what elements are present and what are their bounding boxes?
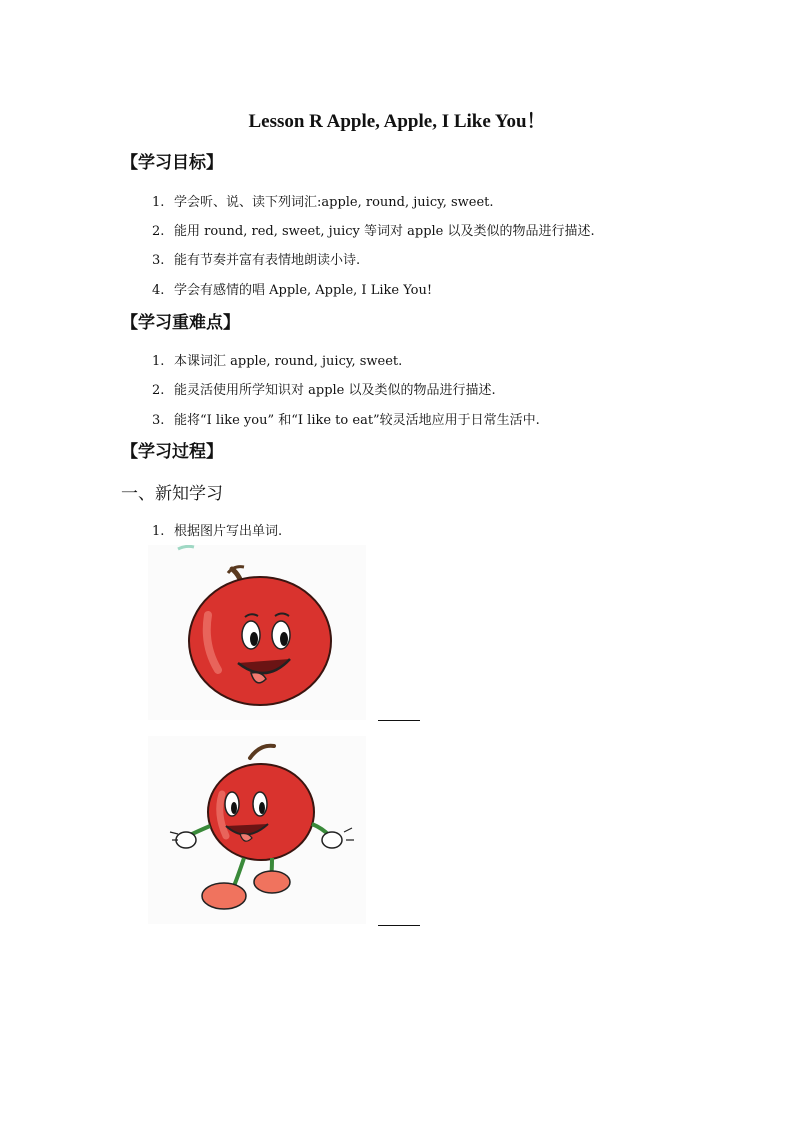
key-point-item-number: 2. bbox=[152, 383, 165, 398]
lesson-title: Lesson R Apple, Apple, I Like You！ bbox=[248, 111, 546, 132]
key-point-item-text: 能将“I like you” 和“I like to eat”较灵活地应用于日常生活中. bbox=[174, 413, 540, 428]
key-point-item-2 bbox=[152, 379, 496, 398]
key-point-item-number: 1. bbox=[152, 354, 165, 369]
goal-item-number: 2. bbox=[152, 224, 165, 239]
goal-item-3 bbox=[152, 249, 360, 268]
answer-blank-1[interactable] bbox=[378, 720, 420, 721]
goal-item-text: 能用 round, red, sweet, juicy 等词对 apple 以及类似的物品进行描述. bbox=[174, 224, 595, 239]
goal-item-text: 能有节奏并富有表情地朗读小诗. bbox=[174, 253, 361, 268]
goals-heading: 【学习目标】 bbox=[121, 153, 223, 173]
key-point-item-1 bbox=[152, 350, 402, 369]
key-points-heading: 【学习重难点】 bbox=[121, 313, 240, 333]
key-point-item-number: 3. bbox=[152, 413, 165, 428]
goal-item-number: 1. bbox=[152, 195, 165, 210]
goal-item-2 bbox=[152, 220, 595, 239]
goal-item-4 bbox=[152, 279, 432, 298]
goal-item-text: 学会听、说、读下列词汇:apple, round, juicy, sweet. bbox=[174, 195, 494, 210]
exercise-item-1 bbox=[152, 520, 282, 539]
apple-character-picture bbox=[148, 736, 366, 924]
answer-blank-2[interactable] bbox=[378, 925, 420, 926]
goal-item-1 bbox=[152, 191, 494, 210]
key-point-item-text: 能灵活使用所学知识对 apple 以及类似的物品进行描述. bbox=[174, 383, 496, 398]
process-heading: 【学习过程】 bbox=[121, 442, 223, 462]
goal-item-number: 3. bbox=[152, 253, 165, 268]
goal-item-text: 学会有感情的唱 Apple, Apple, I Like You! bbox=[174, 283, 433, 298]
key-point-item-3 bbox=[152, 409, 540, 428]
goal-item-number: 4. bbox=[152, 283, 165, 298]
exercise-item-number: 1. bbox=[152, 524, 165, 539]
exercise-item-text: 根据图片写出单词. bbox=[174, 524, 283, 539]
key-point-item-text: 本课词汇 apple, round, juicy, sweet. bbox=[174, 354, 403, 369]
part-one-heading: 一、新知学习 bbox=[121, 484, 223, 504]
apple-face-picture bbox=[148, 545, 366, 720]
